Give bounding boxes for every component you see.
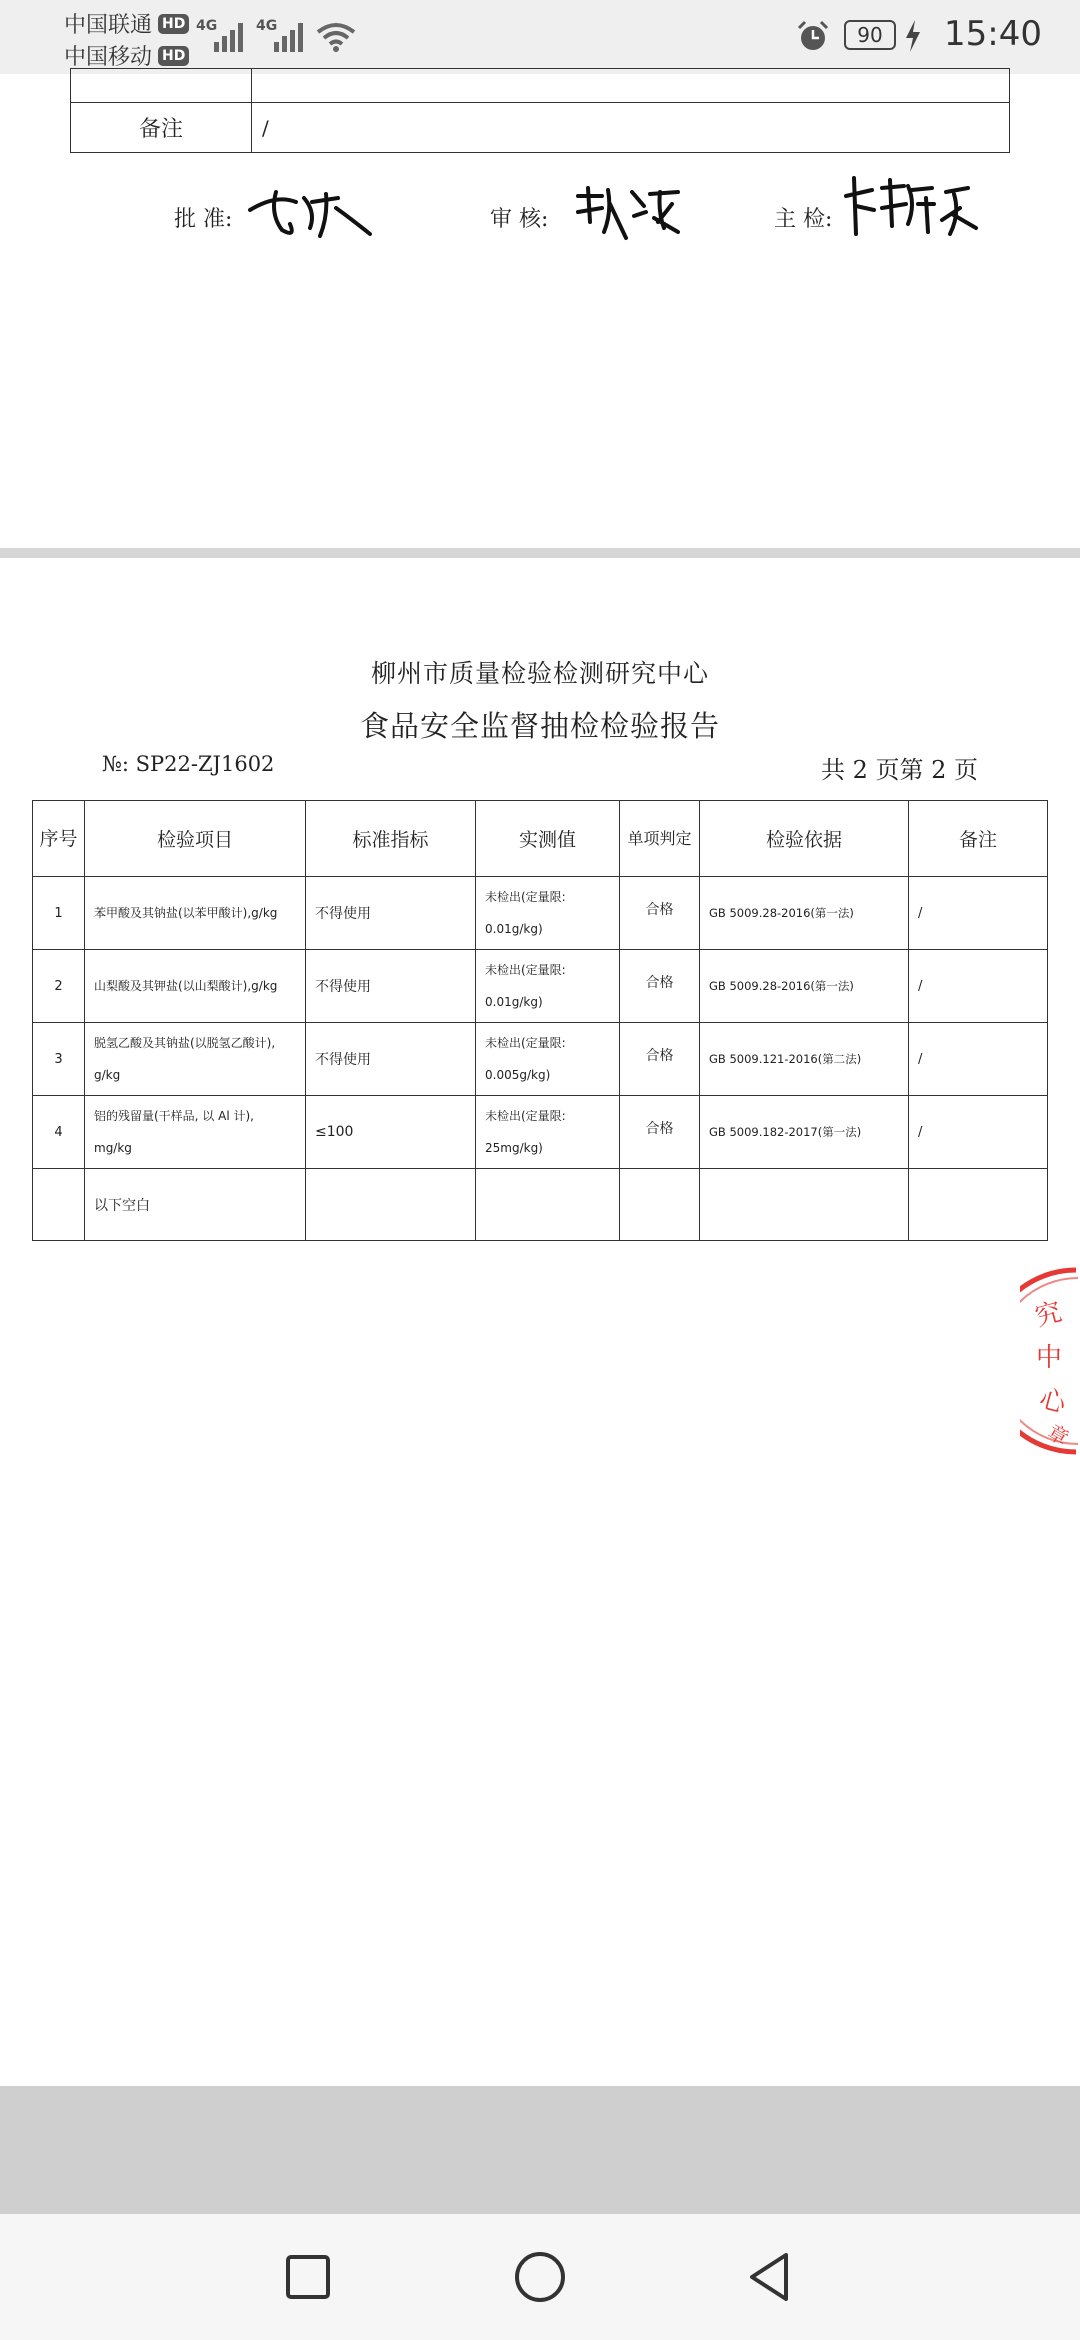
header-basis: 检验依据 [700,801,909,877]
row-measured-line1: 未检出(定量限: [485,1109,566,1123]
results-table [32,800,1048,1241]
carrier-2-label: 中国移动 [64,45,153,70]
row-item-line1: 山梨酸及其钾盐(以山梨酸计),g/kg [94,979,278,993]
battery-level: 90 [844,20,896,50]
row-standard: 不得使用 [306,1023,476,1096]
triangle-back-icon [752,2255,786,2299]
carrier-2 [64,40,189,71]
carrier-1-label: 中国联通 [64,13,153,38]
table-row [33,1023,1048,1096]
square-recents-icon [288,2257,328,2297]
table-row [33,950,1048,1023]
previous-page-tail [0,74,1080,548]
home-button[interactable] [510,2247,570,2307]
svg-text:心: 心 [1036,1383,1070,1420]
row-item [85,877,306,950]
viewer-background [0,2086,1080,2214]
svg-text:究: 究 [1032,1297,1065,1333]
row-judge: 合格 [620,1096,700,1169]
circle-home-icon [517,2254,563,2300]
approve-label: 批 准: [174,207,233,232]
row-measured [476,1023,620,1096]
signal-strength-2-icon [272,20,308,52]
row-remark: / [909,877,1048,950]
row-seq: 1 [33,877,85,950]
table-row [33,877,1048,950]
row-measured-line2: 0.005g/kg) [485,1068,551,1082]
page-divider [0,548,1080,558]
official-seal [1020,1266,1080,1456]
header-judge: 单项判定 [620,801,700,877]
row-basis: GB 5009.182-2017(第一法) [700,1096,909,1169]
row-remark: / [909,1096,1048,1169]
row-standard: ≤100 [306,1096,476,1169]
remarks-table [70,68,1010,153]
row-seq: 3 [33,1023,85,1096]
svg-text:中: 中 [1036,1343,1063,1373]
row-measured-line1: 未检出(定量限: [485,963,566,977]
reviewer-signature [574,182,684,244]
header-measured: 实测值 [476,801,620,877]
row-judge: 合格 [620,1023,700,1096]
row-basis: GB 5009.121-2016(第二法) [700,1023,909,1096]
table-row-blank [33,1169,1048,1241]
row-seq: 4 [33,1096,85,1169]
row-measured [476,950,620,1023]
signal-strength-icon [212,20,248,52]
row-seq: 2 [33,950,85,1023]
header-seq: 序号 [33,801,85,877]
row-measured [476,877,620,950]
inspector-signature [842,174,982,246]
page-info: 共 2 页第 2 页 [820,756,978,784]
status-bar [0,0,1080,74]
row-basis: GB 5009.28-2016(第一法) [700,877,909,950]
row-item [85,1096,306,1169]
row-measured-line1: 未检出(定量限: [485,890,566,904]
clock-time: 15:40 [944,14,1042,54]
network-type-1: 4G [196,18,218,34]
hd-badge-1: HD [158,14,189,34]
header-remark: 备注 [909,801,1048,877]
inspect-label: 主 检: [774,207,833,232]
hd-badge-2: HD [158,46,189,66]
charging-icon [904,20,922,52]
row-item-line2: mg/kg [94,1141,132,1155]
organization-name: 柳州市质量检验检测研究中心 [370,659,709,688]
carrier-1 [64,8,189,39]
row-judge: 合格 [620,877,700,950]
row-measured-line2: 25mg/kg) [485,1141,543,1155]
network-type-2: 4G [256,18,278,34]
navigation-bar [0,2214,1080,2340]
row-item-line1: 苯甲酸及其钠盐(以苯甲酸计),g/kg [94,906,278,920]
row-measured-line2: 0.01g/kg) [485,995,543,1009]
row-basis: GB 5009.28-2016(第一法) [700,950,909,1023]
row-standard: 不得使用 [306,877,476,950]
row-standard: 不得使用 [306,950,476,1023]
row-remark: / [909,950,1048,1023]
row-item-line2: g/kg [94,1068,121,1082]
table-row [33,1096,1048,1169]
remarks-label: 备注 [71,103,252,153]
wifi-icon [316,22,356,52]
header-standard: 标准指标 [306,801,476,877]
row-item [85,950,306,1023]
report-number: №: SP22-ZJ1602 [102,752,275,776]
row-remark: / [909,1023,1048,1096]
back-button[interactable] [740,2247,800,2307]
review-label: 审 核: [490,207,549,232]
row-measured [476,1096,620,1169]
row-judge: 合格 [620,950,700,1023]
row-measured-line1: 未检出(定量限: [485,1036,566,1050]
report-title: 食品安全监督抽检检验报告 [359,709,720,743]
row-measured-line2: 0.01g/kg) [485,922,543,936]
approver-signature [246,182,376,244]
blank-note: 以下空白 [85,1169,306,1241]
recent-apps-button[interactable] [278,2247,338,2307]
remarks-value: / [252,103,1010,153]
row-item [85,1023,306,1096]
header-item: 检验项目 [85,801,306,877]
svg-text:章: 章 [1043,1419,1073,1451]
row-item-line1: 脱氢乙酸及其钠盐(以脱氢乙酸计), [94,1036,276,1050]
row-item-line1: 铝的残留量(干样品, 以 Al 计), [94,1109,254,1123]
report-page-2 [0,558,1080,2086]
alarm-clock-icon [796,20,830,54]
